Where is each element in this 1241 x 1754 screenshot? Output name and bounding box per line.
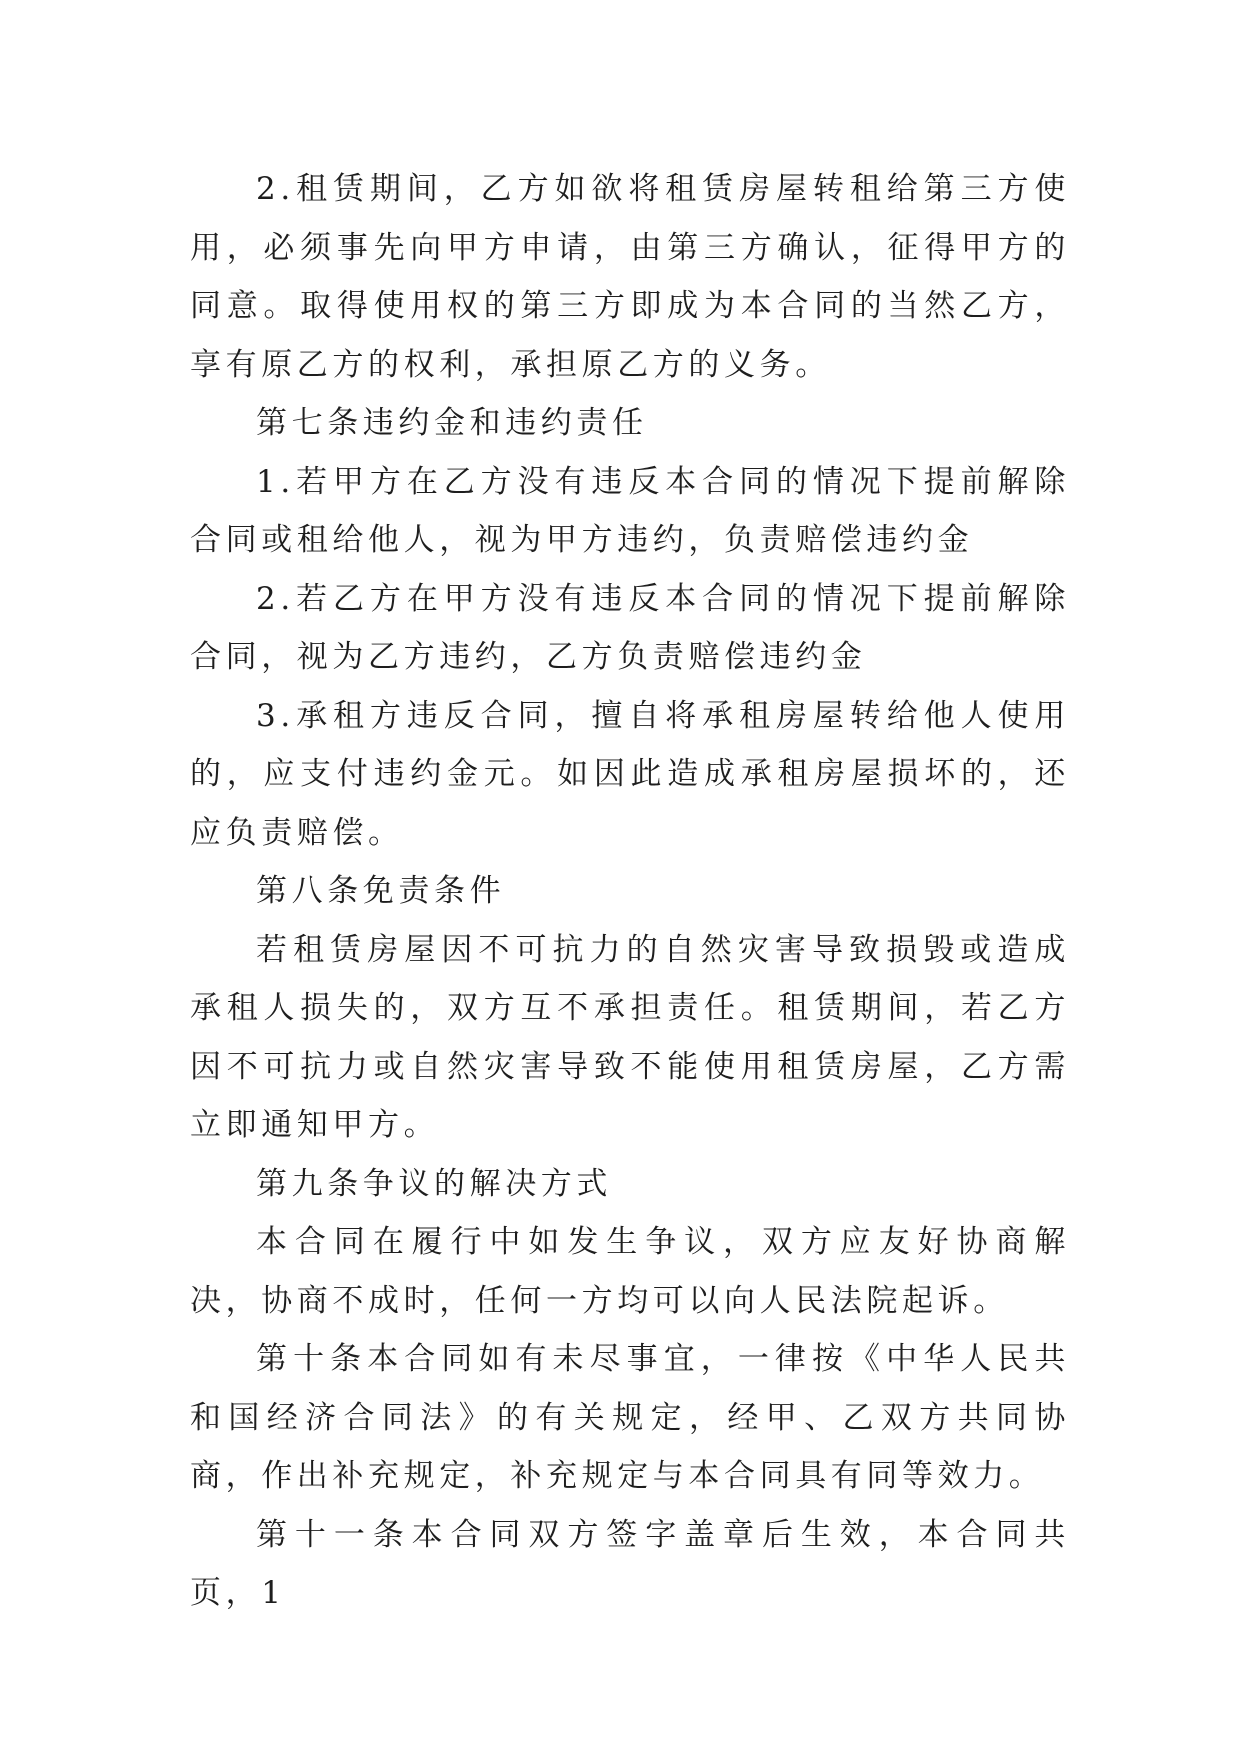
article-8-paragraph: 若租赁房屋因不可抗力的自然灾害导致损毁或造成承租人损失的，双方互不承担责任。租赁期间，若乙方因不可抗力或自然灾害导致不能使用租赁房屋，乙方需立即通知甲方。 — [190, 931, 1070, 1143]
article-9-heading: 第九条争议的解决方式 — [256, 1165, 612, 1202]
article-7-item-2: 2.若乙方在甲方没有违反本合同的情况下提前解除合同，视为乙方违约，乙方负责赔偿违约金 — [190, 580, 1070, 675]
document-body — [190, 160, 1070, 1623]
article-10-paragraph: 第十条本合同如有未尽事宜，一律按《中华人民共和国经济合同法》的有关规定，经甲、乙双方共同协商，作出补充规定，补充规定与本合同具有同等效力。 — [190, 1341, 1070, 1494]
article-11-paragraph: 第十一条本合同双方签字盖章后生效，本合同共页，1 — [190, 1516, 1070, 1611]
article-7-item-1: 1.若甲方在乙方没有违反本合同的情况下提前解除合同或租给他人，视为甲方违约，负责赔偿违约金 — [190, 463, 1070, 558]
article-7-heading: 第七条违约金和违约责任 — [256, 405, 648, 441]
article-7-item-3: 3.承租方违反合同，擅自将承租房屋转给他人使用的，应支付违约金元。如因此造成承租房屋损坏的，还应负责赔偿。 — [190, 697, 1070, 851]
article-9-paragraph: 本合同在履行中如发生争议，双方应友好协商解决，协商不成时，任何一方均可以向人民法院起诉。 — [190, 1224, 1070, 1319]
clause-sublet-paragraph: 2.租赁期间，乙方如欲将租赁房屋转租给第三方使用，必须事先向甲方申请，由第三方确认，征得甲方的同意。取得使用权的第三方即成为本合同的当然乙方，享有原乙方的权利，承担原乙方的义务。 — [190, 171, 1070, 383]
article-8-heading: 第八条免责条件 — [256, 873, 506, 909]
